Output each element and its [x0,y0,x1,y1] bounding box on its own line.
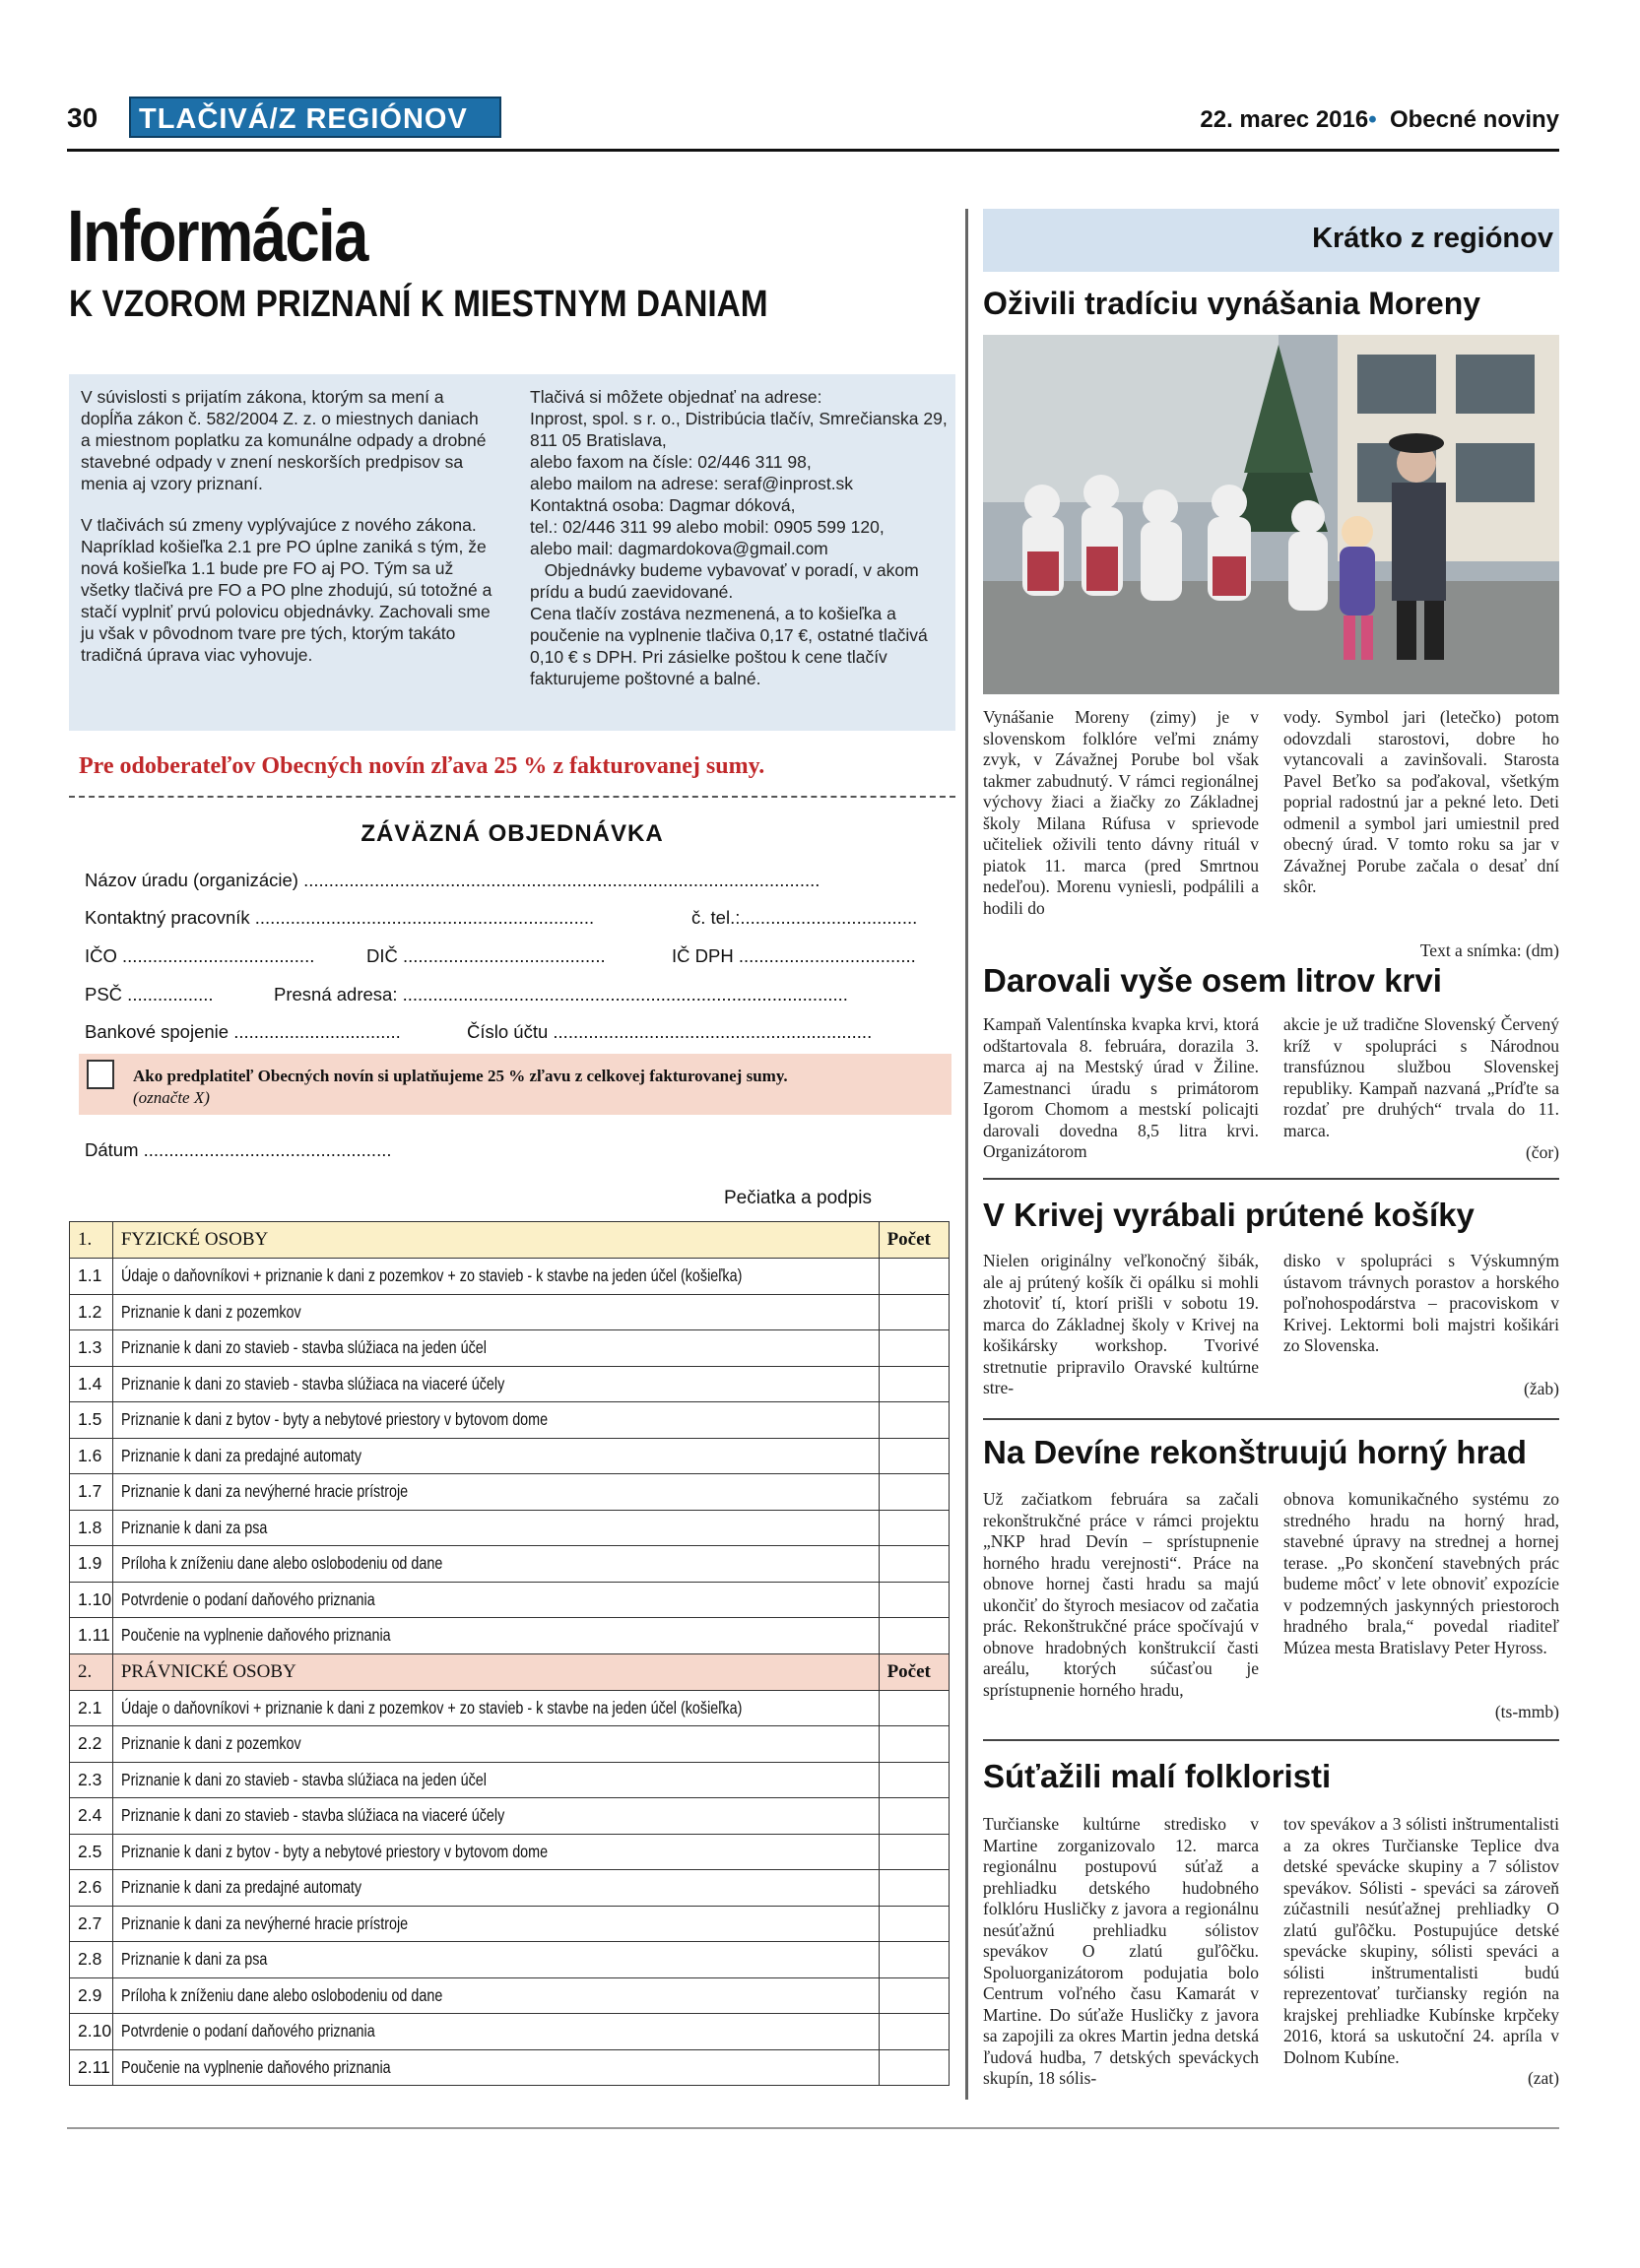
form-description-text: Priznanie k dani za nevýherné hracie prístroje [120,1481,409,1502]
form-description [112,1762,879,1798]
morena-photo [983,335,1559,694]
form-description [112,2049,879,2086]
article-column: tov spevákov a 3 sólisti inštrumentalisti a za okres Turčianske Teplice dva detské spevácke skupiny a 7 sólistov spevákov. Sólisti - speváci sa zároveň zúčastnili nesúťažnej prehliadky O zlatú guľôčku. Postupujúce detské spevácke skupiny, sólisti speváci a sólisti inštrumentalisti budú reprezentovať turčiansky región na krajskej prehliadke Kubínske krpčeky 2016, ktorá sa uskutoční 24. apríla v Dolnom Kubíne. [1283,1814,1559,2067]
article-title: Oživili tradíciu vynášania Moreny [983,286,1481,321]
form-description-text: Priznanie k dani zo stavieb - stavba slúžiaca na jeden účel [120,1769,487,1789]
count-input-cell[interactable] [879,1618,949,1654]
subscriber-checkbox[interactable] [87,1060,114,1089]
table-section-header [70,1222,950,1259]
count-input-cell[interactable] [879,1798,949,1835]
count-input-cell[interactable] [879,2049,949,2086]
table-row [70,1366,950,1402]
region-news-banner-label: Krátko z regiónov [1312,223,1553,254]
form-description-text: Priznanie k dani za psa [120,1949,268,1970]
order-info-line: alebo mailom na adrese: seraf@inprost.sk [530,474,854,493]
form-description-text: Údaje o daňovníkovi + priznanie k dani z pozemkov + zo stavieb - k stavbe na jeden účel (košieľka) [120,1697,743,1717]
table-row [70,1546,950,1583]
icdph-field[interactable]: IČ DPH ................................... [672,945,916,966]
dic-field[interactable]: DIČ ........................................ [366,945,606,966]
article-column: Kampaň Valentínska kvapka krvi, ktorá odštartovala 8. februára, dorazila 3. marca aj na Mestský úrad v Žiline. Zamestnanci úradu s primátorom Igorom Chomom a mestskí policajti darovali dovedna 8,5 litra krvi. Organizátorom [983,1014,1259,1161]
article-separator [983,1739,1559,1741]
table-row [70,1942,950,1978]
info-paragraph: V súvislosti s prijatím zákona, ktorým sa mení a dopĺňa zákon č. 582/2004 Z. z. o miestnych daniach a miestnom poplatku za komunálne odpady a drobné stavebné odpady v znení neskorších predpisov sa menia aj vzory priznaní. [81,387,487,493]
order-form-title: ZÁVÄZNÁ OBJEDNÁVKA [361,820,664,847]
form-description-text: Priznanie k dani zo stavieb - stavba slúžiaca na viaceré účely [120,1805,505,1826]
count-input-cell[interactable] [879,1546,949,1583]
form-description [112,1906,879,1942]
row-number: 1.5 [70,1402,113,1439]
article-credit: (zat) [1527,2068,1559,2088]
row-number: 1.6 [70,1438,113,1474]
count-input-cell[interactable] [879,1906,949,1942]
order-info-line: Objednávky budeme vybavovať v poradí, v akom prídu a budú zaevidované. [530,560,924,602]
form-description [112,1870,879,1907]
contact-person-field[interactable]: Kontaktný pracovník ................................................................... [85,907,595,928]
row-number: 2.11 [70,2049,113,2086]
info-right-column [530,386,949,689]
order-info-line: Tlačivá si môžete objednať na adrese: [530,387,822,407]
article-column: Už začiatkom februára sa začali rekonštrukčné práce v rámci projektu „NKP hrad Devín – sprístupnenie horného hradu verejnosti“. Práce na obnove hornej časti hradu sa majú ukončiť do štyroch mesiacov od začatia prác. Rekonštrukčné práce spočívajú v obnove hradobných konštrukcií časti areálu, ktorých súčasťou je sprístupnenie horného hradu, [983,1489,1259,1700]
form-description-text: Potvrdenie o podaní daňového priznania [120,1588,375,1609]
form-description [112,1546,879,1583]
form-description [112,1474,879,1511]
count-input-cell[interactable] [879,1834,949,1870]
page-subtitle: K VZOROM PRIZNANÍ K MIESTNYM DANIAM [69,284,768,325]
checkbox-note: (označte X) [133,1088,210,1107]
form-description-text: Priznanie k dani z bytov - byty a nebytové priestory v bytovom dome [120,1409,548,1430]
ico-field[interactable]: IČO ...................................... [85,945,315,966]
form-description [112,1438,879,1474]
account-number-field[interactable]: Číslo účtu ............................................................... [467,1021,873,1042]
form-description-text: Priznanie k dani z pozemkov [120,1301,301,1322]
count-input-cell[interactable] [879,1474,949,1511]
row-number: 2.3 [70,1762,113,1798]
phone-field[interactable]: č. tel.:................................... [691,907,918,928]
info-left-column [81,386,492,685]
form-description-text: Priznanie k dani zo stavieb - stavba slúžiaca na jeden účel [120,1337,487,1358]
count-input-cell[interactable] [879,1870,949,1907]
header-rule [67,149,1559,152]
form-description [112,1618,879,1654]
article-credit: (ts-mmb) [1494,1702,1559,1721]
footer-rule [67,2127,1559,2129]
count-input-cell[interactable] [879,1294,949,1330]
order-info-line: tel.: 02/446 311 99 alebo mobil: 0905 599 120, [530,517,885,537]
count-header: Počet [879,1653,949,1690]
table-section-header [70,1653,950,1690]
article-title: Darovali vyše osem litrov krvi [983,962,1442,999]
issue-info [1200,106,1559,134]
form-description [112,1977,879,2014]
table-row [70,1977,950,2014]
bullet-separator: • [1368,106,1377,133]
stamp-signature-label: Pečiatka a podpis [724,1188,872,1208]
table-row [70,1726,950,1763]
row-number: 1.11 [70,1618,113,1654]
table-row [70,1330,950,1367]
page-title: Informácia [67,195,367,277]
article-column: Vynášanie Moreny (zimy) je v slovenskom folklóre veľmi známy zvyk, v Závažnej Porube bol však takmer zabudnutý. V rámci regionálnej výchovy žiaci a žiačky zo Základnej školy Milana Rúfusa v sprievode učiteliek oživili tento dávny rituál v piatok 11. marca (pred Smrtnou nedeľou). Morenu vyniesli, podpálili a hodili do [983,707,1259,918]
row-number: 1.9 [70,1546,113,1583]
row-number: 1.1 [70,1259,113,1295]
form-description-text: Poučenie na vyplnenie daňového priznania [120,2056,391,2077]
row-number: 1.10 [70,1582,113,1618]
row-number: 1.8 [70,1510,113,1546]
form-description [112,1294,879,1330]
article-separator [983,1178,1559,1180]
row-number: 2.1 [70,1690,113,1726]
info-paragraph: V tlačivách sú zmeny vyplývajúce z nového zákona. Napríklad košieľka 2.1 pre PO úplne zaniká s tým, že nová košieľka 1.1 bude pre FO aj PO. Tým sa už všetky tlačivá pre FO a PO plne zhodujú, sú totožné a stačí vyplniť prvú polovicu objednávky. Zachovali sme ju však v pôvodnom tvare pre tých, ktorým takáto tradičná úprava viac vyhovuje. [81,515,492,665]
form-description-text: Príloha k zníženiu dane alebo oslobodeniu od dane [120,1984,443,2005]
count-input-cell[interactable] [879,1582,949,1618]
count-input-cell[interactable] [879,1690,949,1726]
article-column: Nielen originálny veľkonočný šibák, ale aj prútený košík či opálku si mohli zhotoviť tí, ktorí prišli v sobotu 19. marca do Základnej školy v Krivej na košikársky workshop. Tvorivé stretnutie pripravilo Oravské kultúrne stre- [983,1251,1259,1397]
discount-notice: Pre odoberateľov Obecných novín zľava 25 % z fakturovanej sumy. [79,753,765,779]
section-label: TLAČIVÁ/Z REGIÓNOV [129,97,501,138]
form-description [112,1582,879,1618]
table-row [70,1762,950,1798]
section-label: PRÁVNICKÉ OSOBY [112,1653,879,1690]
table-row [70,1906,950,1942]
article-credit: (žab) [1524,1379,1559,1398]
section-label: FYZICKÉ OSOBY [112,1222,879,1259]
article-title: Súťažili malí folkloristi [983,1758,1332,1794]
order-info-line: alebo mail: dagmardokova@gmail.com [530,539,828,558]
page-number: 30 [67,102,98,133]
count-input-cell[interactable] [879,1402,949,1439]
form-description [112,1834,879,1870]
form-description-text: Príloha k zníženiu dane alebo oslobodeniu od dane [120,1553,443,1574]
row-number: 2.10 [70,2014,113,2050]
count-input-cell[interactable] [879,2014,949,2050]
article-separator [983,1418,1559,1420]
form-description-text: Údaje o daňovníkovi + priznanie k dani z pozemkov + zo stavieb - k stavbe na jeden účel (košieľka) [120,1265,743,1286]
row-number: 2.9 [70,1977,113,2014]
cut-line [69,796,955,798]
form-description-text: Priznanie k dani za predajné automaty [120,1877,361,1898]
form-description-text: Priznanie k dani z bytov - byty a nebytové priestory v bytovom dome [120,1841,548,1861]
count-input-cell[interactable] [879,1438,949,1474]
form-description-text: Priznanie k dani za predajné automaty [120,1445,361,1465]
form-description [112,1402,879,1439]
order-info-line: Inprost, spol. s r. o., Distribúcia tlačív, Smrečianska 29, 811 05 Bratislava, [530,409,948,450]
article-column: disko v spolupráci s Výskumným ústavom trávnych porastov a horského poľnohospodárstva – pracoviskom v Krivej. Lektormi boli majstri košikári zo Slovenska. [1283,1251,1559,1355]
order-info-line: alebo faxom na čísle: 02/446 311 98, [530,452,812,472]
form-description [112,1366,879,1402]
table-row [70,1834,950,1870]
form-description-text: Priznanie k dani z pozemkov [120,1733,301,1754]
table-row [70,2049,950,2086]
row-number: 1.3 [70,1330,113,1367]
row-number: 2.6 [70,1870,113,1907]
row-number: 2.2 [70,1726,113,1763]
count-input-cell[interactable] [879,1366,949,1402]
row-number: 2.8 [70,1942,113,1978]
form-description-text: Priznanie k dani zo stavieb - stavba slúžiaca na viaceré účely [120,1373,505,1393]
article-title: V Krivej vyrábali prútené košíky [983,1197,1475,1233]
table-row [70,1438,950,1474]
table-row [70,1582,950,1618]
form-description [112,1510,879,1546]
form-description [112,1259,879,1295]
order-info-line: Kontaktná osoba: Dagmar dóková, [530,495,796,515]
count-input-cell[interactable] [879,1977,949,2014]
count-input-cell[interactable] [879,1726,949,1763]
office-name-field[interactable]: Názov úradu (organizácie) ...................................................................................................... [85,870,820,890]
row-number: 1.4 [70,1366,113,1402]
order-info-line: Cena tlačív zostáva nezmenená, a to košieľka a poučenie na vyplnenie tlačiva 0,17 €, ostatné tlačivá 0,10 € s DPH. Pri zásielke poštou k cene tlačív fakturujeme poštovné a balné. [530,604,928,688]
form-description [112,1726,879,1763]
address-field[interactable]: Presná adresa: ........................................................................................ [274,984,848,1004]
table-row [70,1870,950,1907]
article-column: akcie je už tradične Slovenský Červený kríž v spolupráci s Národnou transfúznou službou Slovenskej republiky. Kampaň nazvaná „Príďte sa rozdať pre druhých“ trvala do 11. marca. [1283,1014,1559,1140]
table-row [70,1798,950,1835]
form-description [112,1942,879,1978]
column-divider [965,209,968,2100]
article-title: Na Devíne rekonštruujú horný hrad [983,1434,1527,1470]
form-description [112,1330,879,1367]
row-number: 2.7 [70,1906,113,1942]
table-row [70,1618,950,1654]
table-row [70,1402,950,1439]
date-field[interactable]: Dátum ................................................. [85,1139,392,1160]
article-credit: (čor) [1525,1142,1559,1162]
section-number: 1. [70,1222,113,1259]
article-credit: Text a snímka: (dm) [1419,940,1559,960]
count-input-cell[interactable] [879,1510,949,1546]
table-row [70,1259,950,1295]
form-description-text: Potvrdenie o podaní daňového priznania [120,2021,375,2041]
publication-name: Obecné noviny [1389,106,1559,133]
row-number: 1.7 [70,1474,113,1511]
row-number: 2.4 [70,1798,113,1835]
checkbox-label-text: Ako predplatiteľ Obecných novín si uplatňujeme 25 % zľavu z celkovej fakturovanej sumy. [133,1067,788,1085]
article-column: obnova komunikačného systému zo stredného hradu na horný hrad, stavebné úpravy na strednej a hornej terase. „Po skončení stavebných prác budeme môcť v lete obnoviť expozície v podzemných jaskynných priestoroch hradného brala,“ povedal riaditeľ Múzea mesta Bratislavy Peter Hyross. [1283,1489,1559,1657]
subscriber-checkbox-label [133,1066,788,1109]
table-row [70,1510,950,1546]
table-row [70,1690,950,1726]
row-number: 1.2 [70,1294,113,1330]
bank-field[interactable]: Bankové spojenie ................................. [85,1021,401,1042]
issue-date: 22. marec 2016 [1200,106,1369,133]
forms-table [69,1221,950,2086]
form-description [112,1798,879,1835]
count-input-cell[interactable] [879,1762,949,1798]
form-description [112,2014,879,2050]
form-description [112,1690,879,1726]
count-input-cell[interactable] [879,1942,949,1978]
table-row [70,1474,950,1511]
article-column: Turčianske kultúrne stredisko v Martine zorganizovalo 12. marca regionálnu postupovú súťaž a prehliadku detského hudobného folklóru Husličky z javora a regionálnu nesúťažnú prehliadku sólistov spevákov O zlatú guľôčku. Spoluorganizátorom podujatia bolo Centrum voľného času Kamarát v Martine. Do súťaže Husličky z javora sa zapojili za okres Martin jedna detská ľudová hudba, 7 detských speváckych skupín, 18 sólis- [983,1814,1259,2088]
count-header: Počet [879,1222,949,1259]
count-input-cell[interactable] [879,1330,949,1367]
table-row [70,2014,950,2050]
postal-code-field[interactable]: PSČ ................. [85,984,214,1004]
article-column: vody. Symbol jari (letečko) potom odovzdali starostovi, dobre ho vytancovali a zavinšovali. Starosta Pavel Beťko sa poďakoval, všetkým poprial radostnú jar a pekné leto. Deti odmenil a symbol jari umiestnil pred obecný úrad. V tomto roku sa jar v Závažnej Porube začala o desať dní skôr. [1283,707,1559,896]
form-description-text: Priznanie k dani za psa [120,1517,268,1537]
table-row [70,1294,950,1330]
count-input-cell[interactable] [879,1259,949,1295]
form-description-text: Priznanie k dani za nevýherné hracie prístroje [120,1912,409,1933]
photo-illustration [983,335,1559,694]
section-number: 2. [70,1653,113,1690]
row-number: 2.5 [70,1834,113,1870]
form-description-text: Poučenie na vyplnenie daňového priznania [120,1625,391,1646]
